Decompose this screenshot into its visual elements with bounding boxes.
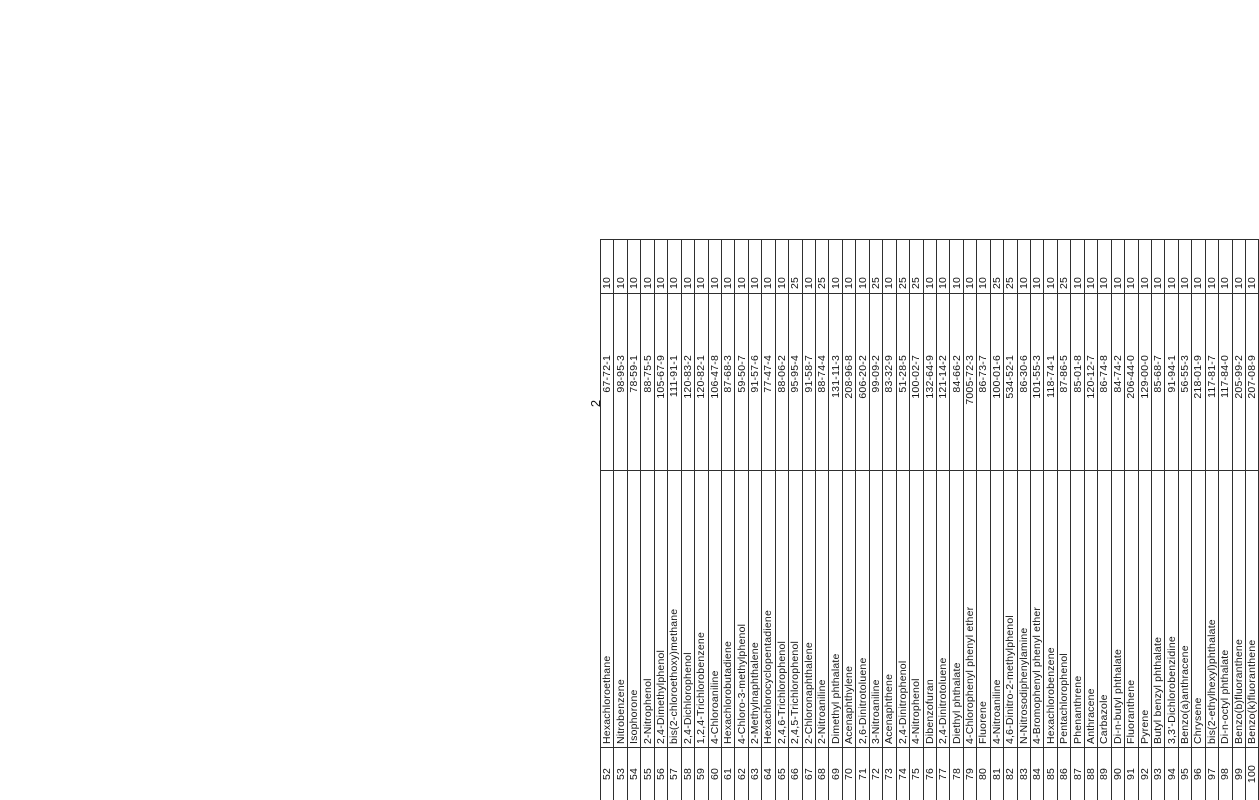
cas-number: 118-74-1	[1044, 352, 1057, 471]
compound-name: Hexachlorobutadiene	[721, 471, 734, 748]
limit-value: 10	[1246, 240, 1259, 294]
limit-value: 10	[1192, 240, 1205, 294]
limit-value: 10	[1125, 240, 1138, 294]
limit-value: 10	[748, 240, 761, 294]
blank-cell	[1178, 294, 1191, 353]
limit-value: 10	[681, 240, 694, 294]
compound-name: Acenaphthene	[883, 471, 896, 748]
cas-number: 206-44-0	[1125, 352, 1138, 471]
limit-value: 10	[1138, 240, 1151, 294]
blank-cell	[708, 294, 721, 353]
cas-number: 86-73-7	[977, 352, 990, 471]
compound-name: Fluoranthene	[1125, 471, 1138, 748]
row-number: 58	[681, 748, 694, 800]
blank-cell	[1192, 294, 1205, 353]
row-number: 70	[842, 748, 855, 800]
cas-number: 132-64-9	[923, 352, 936, 471]
compound-name: 4-Chloroaniline	[708, 471, 721, 748]
row-number: 84	[1031, 748, 1044, 800]
compound-name: 2,4-Dinitrotoluene	[936, 471, 949, 748]
limit-value: 10	[1044, 240, 1057, 294]
row-number: 76	[923, 748, 936, 800]
blank-cell	[802, 294, 815, 353]
cas-number: 129-00-0	[1138, 352, 1151, 471]
compound-name: Benzo(a)anthracene	[1178, 471, 1191, 748]
cas-number: 117-84-0	[1219, 352, 1232, 471]
blank-cell	[883, 294, 896, 353]
cas-number: 120-83-2	[681, 352, 694, 471]
table-row	[681, 240, 694, 800]
limit-value: 10	[1151, 240, 1164, 294]
row-number: 80	[977, 748, 990, 800]
row-number: 59	[695, 748, 708, 800]
cas-number: 131-11-3	[829, 352, 842, 471]
blank-cell	[789, 294, 802, 353]
table-row	[802, 240, 815, 800]
compound-name: 3,3'-Dichlorobenzidine	[1165, 471, 1178, 748]
limit-value: 10	[654, 240, 667, 294]
table-row	[1178, 240, 1191, 800]
blank-cell	[1232, 294, 1245, 353]
row-number: 95	[1178, 748, 1191, 800]
cas-number: 84-74-2	[1111, 352, 1124, 471]
limit-value: 10	[923, 240, 936, 294]
blank-cell	[1151, 294, 1164, 353]
cas-number: 67-72-1	[601, 352, 614, 471]
limit-value: 10	[963, 240, 976, 294]
blank-cell	[1004, 294, 1017, 353]
compound-table-body	[601, 240, 1259, 800]
row-number: 78	[950, 748, 963, 800]
blank-cell	[1246, 294, 1259, 353]
row-number: 68	[816, 748, 829, 800]
compound-name: 4-Bromophenyl phenyl ether	[1031, 471, 1044, 748]
blank-cell	[735, 294, 748, 353]
blank-cell	[829, 294, 842, 353]
blank-cell	[721, 294, 734, 353]
compound-name: Isophorone	[627, 471, 640, 748]
limit-value: 25	[789, 240, 802, 294]
row-number: 97	[1205, 748, 1218, 800]
row-number: 65	[775, 748, 788, 800]
compound-name: 2-Chloronaphthalene	[802, 471, 815, 748]
blank-cell	[1098, 294, 1111, 353]
compound-name: Acenaphthylene	[842, 471, 855, 748]
blank-cell	[923, 294, 936, 353]
limit-value: 10	[856, 240, 869, 294]
limit-value: 10	[802, 240, 815, 294]
blank-cell	[1057, 294, 1070, 353]
table-row	[1246, 240, 1259, 800]
row-number: 54	[627, 748, 640, 800]
compound-name: Diethyl phthalate	[950, 471, 963, 748]
cas-number: 88-75-5	[641, 352, 654, 471]
row-number: 69	[829, 748, 842, 800]
table-row	[977, 240, 990, 800]
cas-number: 86-74-8	[1098, 352, 1111, 471]
compound-name: bis(2-chloroethoxy)methane	[668, 471, 681, 748]
limit-value: 10	[614, 240, 627, 294]
compound-name: Dimethyl phthalate	[829, 471, 842, 748]
limit-value: 10	[1165, 240, 1178, 294]
row-number: 86	[1057, 748, 1070, 800]
limit-value: 10	[950, 240, 963, 294]
cas-number: 100-01-6	[990, 352, 1003, 471]
cas-number: 85-68-7	[1151, 352, 1164, 471]
table-row	[990, 240, 1003, 800]
table-row	[950, 240, 963, 800]
table-row	[1084, 240, 1097, 800]
compound-name: Chrysene	[1192, 471, 1205, 748]
table-row	[856, 240, 869, 800]
compound-name: 3-Nitroaniline	[869, 471, 882, 748]
table-row	[1098, 240, 1111, 800]
row-number: 92	[1138, 748, 1151, 800]
blank-cell	[990, 294, 1003, 353]
table-row	[1138, 240, 1151, 800]
row-number: 77	[936, 748, 949, 800]
row-number: 64	[762, 748, 775, 800]
cas-number: 207-08-9	[1246, 352, 1259, 471]
blank-cell	[1044, 294, 1057, 353]
limit-value: 10	[1098, 240, 1111, 294]
row-number: 57	[668, 748, 681, 800]
row-number: 88	[1084, 748, 1097, 800]
compound-name: 2,4-Dichlorophenol	[681, 471, 694, 748]
row-number: 61	[721, 748, 734, 800]
compound-name: Phenanthrene	[1071, 471, 1084, 748]
limit-value: 10	[1071, 240, 1084, 294]
cas-number: 83-32-9	[883, 352, 896, 471]
compound-name: bis(2-ethylhexyl)phthalate	[1205, 471, 1218, 748]
compound-name: Di-n-octyl phthalate	[1219, 471, 1232, 748]
row-number: 73	[883, 748, 896, 800]
limit-value: 10	[641, 240, 654, 294]
compound-name: Benzo(b)fluoranthene	[1232, 471, 1245, 748]
row-number: 83	[1017, 748, 1030, 800]
limit-value: 10	[977, 240, 990, 294]
limit-value: 10	[1031, 240, 1044, 294]
row-number: 63	[748, 748, 761, 800]
cas-number: 88-74-4	[816, 352, 829, 471]
limit-value: 25	[910, 240, 923, 294]
compound-name: N-Nitrosodiphenylamine	[1017, 471, 1030, 748]
rotated-table-scan	[600, 274, 1259, 800]
blank-cell	[1138, 294, 1151, 353]
table-row	[654, 240, 667, 800]
table-row	[762, 240, 775, 800]
cas-number: 95-95-4	[789, 352, 802, 471]
compound-table	[600, 239, 1259, 800]
limit-value: 10	[762, 240, 775, 294]
table-row	[923, 240, 936, 800]
compound-name: 4-Nitrophenol	[910, 471, 923, 748]
cas-number: 101-55-3	[1031, 352, 1044, 471]
compound-name: 2-Methylnaphthalene	[748, 471, 761, 748]
table-row	[775, 240, 788, 800]
cas-number: 99-09-2	[869, 352, 882, 471]
table-row	[936, 240, 949, 800]
compound-name: 4,6-Dinitro-2-methylphenol	[1004, 471, 1017, 748]
cas-number: 100-02-7	[910, 352, 923, 471]
row-number: 66	[789, 748, 802, 800]
blank-cell	[1165, 294, 1178, 353]
row-number: 82	[1004, 748, 1017, 800]
cas-number: 87-68-3	[721, 352, 734, 471]
blank-cell	[1219, 294, 1232, 353]
limit-value: 10	[1178, 240, 1191, 294]
limit-value: 10	[1084, 240, 1097, 294]
limit-value: 10	[601, 240, 614, 294]
table-row	[869, 240, 882, 800]
limit-value: 25	[1057, 240, 1070, 294]
row-number: 60	[708, 748, 721, 800]
blank-cell	[1071, 294, 1084, 353]
table-row	[910, 240, 923, 800]
table-row	[1071, 240, 1084, 800]
limit-value: 10	[936, 240, 949, 294]
blank-cell	[842, 294, 855, 353]
table-row	[1165, 240, 1178, 800]
row-number: 71	[856, 748, 869, 800]
blank-cell	[668, 294, 681, 353]
limit-value: 10	[842, 240, 855, 294]
compound-name: Nitrobenzene	[614, 471, 627, 748]
compound-name: Hexachloroethane	[601, 471, 614, 748]
table-row	[1232, 240, 1245, 800]
page-number: 2	[588, 399, 604, 408]
limit-value: 10	[1017, 240, 1030, 294]
limit-value: 25	[816, 240, 829, 294]
row-number: 91	[1125, 748, 1138, 800]
row-number: 89	[1098, 748, 1111, 800]
blank-cell	[856, 294, 869, 353]
table-row	[842, 240, 855, 800]
limit-value: 10	[695, 240, 708, 294]
cas-number: 120-82-1	[695, 352, 708, 471]
table-row	[1151, 240, 1164, 800]
cas-number: 120-12-7	[1084, 352, 1097, 471]
row-number: 67	[802, 748, 815, 800]
cas-number: 85-01-8	[1071, 352, 1084, 471]
table-row	[1044, 240, 1057, 800]
compound-name: 2,4-Dinitrophenol	[896, 471, 909, 748]
compound-name: 2-Nitrophenol	[641, 471, 654, 748]
compound-name: Pyrene	[1138, 471, 1151, 748]
compound-name: Benzo(k)fluoranthene	[1246, 471, 1259, 748]
limit-value: 10	[829, 240, 842, 294]
cas-number: 111-91-1	[668, 352, 681, 471]
row-number: 72	[869, 748, 882, 800]
cas-number: 7005-72-3	[963, 352, 976, 471]
blank-cell	[963, 294, 976, 353]
limit-value: 10	[1111, 240, 1124, 294]
blank-cell	[1084, 294, 1097, 353]
limit-value: 10	[627, 240, 640, 294]
blank-cell	[775, 294, 788, 353]
blank-cell	[936, 294, 949, 353]
compound-name: Fluorene	[977, 471, 990, 748]
cas-number: 106-47-8	[708, 352, 721, 471]
limit-value: 10	[775, 240, 788, 294]
limit-value: 10	[721, 240, 734, 294]
compound-name: Carbazole	[1098, 471, 1111, 748]
blank-cell	[896, 294, 909, 353]
table-row	[1017, 240, 1030, 800]
blank-cell	[748, 294, 761, 353]
cas-number: 117-81-7	[1205, 352, 1218, 471]
limit-value: 25	[869, 240, 882, 294]
row-number: 99	[1232, 748, 1245, 800]
blank-cell	[1111, 294, 1124, 353]
table-row	[1031, 240, 1044, 800]
compound-name: Pentachlorophenol	[1057, 471, 1070, 748]
cas-number: 84-66-2	[950, 352, 963, 471]
blank-cell	[681, 294, 694, 353]
limit-value: 10	[1232, 240, 1245, 294]
compound-name: 2,4-Dimethylphenol	[654, 471, 667, 748]
table-row	[1004, 240, 1017, 800]
compound-name: Butyl benzyl phthalate	[1151, 471, 1164, 748]
cas-number: 78-59-1	[627, 352, 640, 471]
row-number: 93	[1151, 748, 1164, 800]
cas-number: 98-95-3	[614, 352, 627, 471]
row-number: 96	[1192, 748, 1205, 800]
table-row	[963, 240, 976, 800]
cas-number: 91-58-7	[802, 352, 815, 471]
row-number: 100	[1246, 748, 1259, 800]
cas-number: 88-06-2	[775, 352, 788, 471]
cas-number: 105-67-9	[654, 352, 667, 471]
blank-cell	[762, 294, 775, 353]
table-row	[1111, 240, 1124, 800]
limit-value: 25	[990, 240, 1003, 294]
row-number: 94	[1165, 748, 1178, 800]
compound-name: 2-Nitroaniline	[816, 471, 829, 748]
cas-number: 606-20-2	[856, 352, 869, 471]
compound-name: 4-Chloro-3-methylphenol	[735, 471, 748, 748]
row-number: 56	[654, 748, 667, 800]
row-number: 90	[1111, 748, 1124, 800]
compound-name: Di-n-butyl phthalate	[1111, 471, 1124, 748]
table-row	[627, 240, 640, 800]
cas-number: 91-94-1	[1165, 352, 1178, 471]
cas-number: 59-50-7	[735, 352, 748, 471]
row-number: 87	[1071, 748, 1084, 800]
table-row	[1057, 240, 1070, 800]
blank-cell	[1017, 294, 1030, 353]
compound-name: 2,4,5-Trichlorophenol	[789, 471, 802, 748]
compound-name: 2,6-Dinitrotoluene	[856, 471, 869, 748]
cas-number: 51-28-5	[896, 352, 909, 471]
blank-cell	[601, 294, 614, 353]
compound-name: 1,2,4-Trichlorobenzene	[695, 471, 708, 748]
table-row	[668, 240, 681, 800]
limit-value: 10	[708, 240, 721, 294]
table-row	[614, 240, 627, 800]
blank-cell	[614, 294, 627, 353]
blank-cell	[910, 294, 923, 353]
table-row	[829, 240, 842, 800]
row-number: 52	[601, 748, 614, 800]
compound-name: Hexachlorocyclopentadiene	[762, 471, 775, 748]
row-number: 79	[963, 748, 976, 800]
table-row	[721, 240, 734, 800]
table-row	[708, 240, 721, 800]
cas-number: 208-96-8	[842, 352, 855, 471]
table-row	[748, 240, 761, 800]
row-number: 74	[896, 748, 909, 800]
blank-cell	[695, 294, 708, 353]
cas-number: 534-52-1	[1004, 352, 1017, 471]
blank-cell	[869, 294, 882, 353]
cas-number: 56-55-3	[1178, 352, 1191, 471]
table-row	[601, 240, 614, 800]
row-number: 55	[641, 748, 654, 800]
limit-value: 10	[1205, 240, 1218, 294]
table-row	[816, 240, 829, 800]
row-number: 53	[614, 748, 627, 800]
row-number: 81	[990, 748, 1003, 800]
table-row	[1219, 240, 1232, 800]
limit-value: 25	[896, 240, 909, 294]
limit-value: 10	[735, 240, 748, 294]
blank-cell	[816, 294, 829, 353]
blank-cell	[654, 294, 667, 353]
cas-number: 121-14-2	[936, 352, 949, 471]
blank-cell	[1205, 294, 1218, 353]
limit-value: 10	[883, 240, 896, 294]
blank-cell	[1125, 294, 1138, 353]
blank-cell	[950, 294, 963, 353]
compound-name: Anthracene	[1084, 471, 1097, 748]
compound-name: 4-Chlorophenyl phenyl ether	[963, 471, 976, 748]
cas-number: 218-01-9	[1192, 352, 1205, 471]
blank-cell	[1031, 294, 1044, 353]
blank-cell	[641, 294, 654, 353]
compound-name: Hexachlorobenzene	[1044, 471, 1057, 748]
cas-number: 205-99-2	[1232, 352, 1245, 471]
limit-value: 25	[1004, 240, 1017, 294]
table-row	[1192, 240, 1205, 800]
row-number: 62	[735, 748, 748, 800]
table-row	[641, 240, 654, 800]
cas-number: 77-47-4	[762, 352, 775, 471]
cas-number: 91-57-6	[748, 352, 761, 471]
cas-number: 86-30-6	[1017, 352, 1030, 471]
table-row	[896, 240, 909, 800]
table-row	[1205, 240, 1218, 800]
table-row	[789, 240, 802, 800]
compound-name: Dibenzofuran	[923, 471, 936, 748]
compound-name: 4-Nitroaniline	[990, 471, 1003, 748]
table-row	[735, 240, 748, 800]
row-number: 85	[1044, 748, 1057, 800]
compound-name: 2,4,6-Trichlorophenol	[775, 471, 788, 748]
limit-value: 10	[668, 240, 681, 294]
table-row	[695, 240, 708, 800]
table-row	[883, 240, 896, 800]
row-number: 75	[910, 748, 923, 800]
row-number: 98	[1219, 748, 1232, 800]
blank-cell	[977, 294, 990, 353]
cas-number: 87-86-5	[1057, 352, 1070, 471]
table-row	[1125, 240, 1138, 800]
limit-value: 10	[1219, 240, 1232, 294]
blank-cell	[627, 294, 640, 353]
